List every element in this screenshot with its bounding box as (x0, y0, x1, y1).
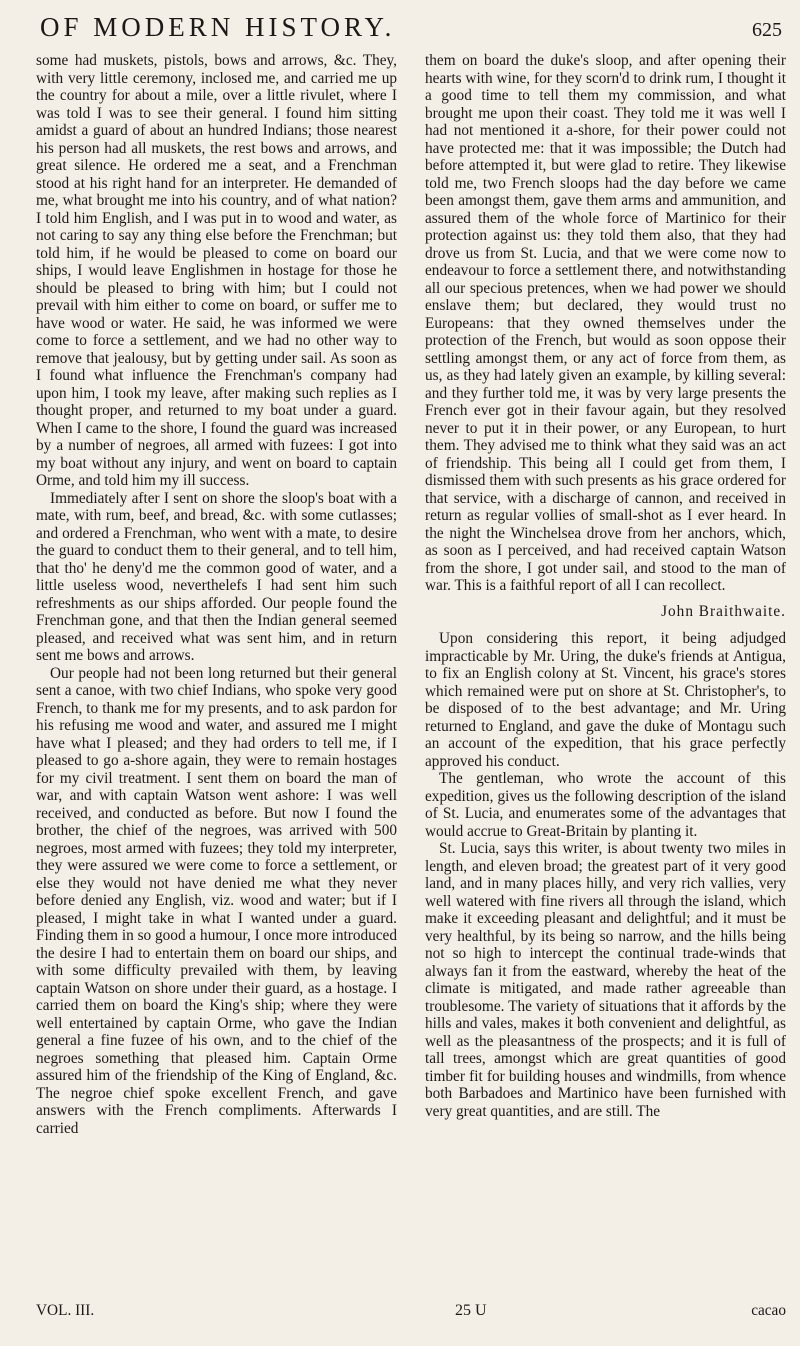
paragraph: Upon considering this report, it being adjudged impracticable by Mr. Uring, the duke's friends at Antigua, to fix an English colony at St. Vincent, his grace's stores which remained were put on shore at St. Christopher's, to be disposed of to the best advantage; and Mr. Uring returned to England, and gave the duke of Montagu such an account of the expedition, that his grace perfectly approved his conduct. (425, 630, 786, 770)
left-column (36, 52, 397, 1137)
signature-mark: 25 U (455, 1302, 487, 1319)
paragraph: them on board the duke's sloop, and after opening their hearts with wine, for they scorn'd to drink rum, I thought it a good time to tell them my commission, and what brought me upon their coast. They told me it was well I had not mentioned it a-shore, for their power could not have protected me: that it was impossible; the Dutch had before attempted it, but were glad to retire. They likewise told me, two French sloops had the day before we came been amongst them, gave them arms and ammunition, and assured them of the whole force of Martinico for their protection against us: they told them also, that they had drove us from St. Lucia, and that we were come now to endeavour to force a settlement there, and notwithstanding all our specious pretences, when we had power we should enslave them; but declared, they would trust no Europeans: that they owned themselves under the protection of the French, but would as soon oppose their settling amongst them, or any act of force from them, as us, as they had lately given an example, by killing several: and they further told me, it was by very large presents the French ever got in their favour again, but they resolved never to put it in their power, or any European, to hurt them. They advised me to think what they said was an act of friendship. This being all I could get from them, I dismissed them with such presents as his grace ordered for that service, with a discharge of cannon, and received in return as regular vollies of small-shot as I ever heard. In the night the Winchelsea drove from her anchors, which, as soon as I perceived, and had received captain Watson from the shore, I got under sail, and stood to the man of war. This is a faithful report of all I can recollect. (425, 52, 786, 594)
right-column (425, 52, 786, 1137)
paragraph: some had muskets, pistols, bows and arrows, &c. They, with very little ceremony, inclosed me, and carried me up the country for about a mile, over a little rivulet, where I was told I was to see their general. I found him sitting amidst a guard of about an hundred Indians; those nearest his person had all muskets, the rest bows and arrows, and great silence. He ordered me a seat, and a Frenchman stood at his right hand for an interpreter. He demanded of me, what brought me into his country, and of what nation? I told him English, and I was put in to wood and water, as not caring to say any thing else before the Frenchman; but told him, if he would be pleased to come on board our ships, I would leave Englishmen in hostage for those he should be pleased to bring with him; but I could not prevail with him either to come on board, or suffer me to have wood or water. He said, he was informed we were come to force a settlement, and we had no other way to remove that jealousy, but by getting under sail. As soon as I found what influence the Frenchman's company had upon him, I took my leave, after making such replies as I thought proper, and returned to my boat under a guard. When I came to the shore, I found the guard was increased by a number of negroes, all armed with fuzees: I got into my boat without any injury, and went on board to captain Orme, and told him my ill success. (36, 52, 397, 489)
paragraph: St. Lucia, says this writer, is about twenty two miles in length, and eleven broad; the greatest part of it very good land, and in many places hilly, and very rich vallies, very well watered with fine rivers all through the island, which make it exceeding pleasant and delightful; and it must be very healthful, by its being so narrow, and the hills being not so high to intercept the continual trade-winds that always fan it from the eastward, whereby the heat of the climate is mitigated, and made rather agreeable than troublesome. The variety of situations that it affords by the hills and vales, makes it both convenient and delightful, as well as the pleasantness of the prospects; and it is full of tall trees, amongst which are great quantities of good timber fit for building houses and windmills, from whence both Barbadoes and Martinico have been furnished with very great quantities, and are still. The (425, 840, 786, 1120)
running-title: OF MODERN HISTORY. (40, 12, 396, 42)
paragraph: The gentleman, who wrote the account of this expedition, gives us the following description of the island of St. Lucia, and enumerates some of the advantages that would accrue to Great-Britain by planting it. (425, 770, 786, 840)
catchword: cacao (751, 1302, 786, 1319)
paragraph: Immediately after I sent on shore the sloop's boat with a mate, with rum, beef, and bread, &c. with some cutlasses; and ordered a Frenchman, who went with a mate, to desire the guard to conduct them to their general, and to tell him, that tho' he deny'd me the common good of water, and a little useless wood, neverthelefs I had sent him such refreshments as our ships afforded. Our people found the Frenchman gone, and that then the Indian general seemed pleased, and received what was sent him, and in return sent me bows and arrows. (36, 489, 397, 664)
signature: John Braithwaite. (661, 602, 786, 620)
volume-label: VOL. III. (36, 1302, 95, 1319)
text-columns (36, 52, 786, 1137)
page-footer (36, 1302, 786, 1320)
running-head (40, 12, 782, 52)
paragraph: Our people had not been long returned but their general sent a canoe, with two chief Indians, who spoke very good French, to thank me for my presents, and to ask pardon for his refusing me wood and water, and assured me I might have what I pleased; and they had orders to tell me, if I pleased to go a-shore again, they were to remain hostages for my civil treatment. I sent them on board the man of war, and with captain Watson went ashore: I was well received, and conducted as before. But now I found the brother, the chief of the negroes, was arrived with 500 negroes, most armed with fuzees; they told my interpreter, they were assured we were come to force a settlement, or else they would not have denied me what they never before denied any English, viz. wood and water; but if I pleased, I might take in what I wanted under a guard. Finding them in so good a humour, I once more introduced the desire I had to entertain them on board our ships, and with some difficulty prevailed with them, by leaving captain Watson on shore under their guard, as a hostage. I carried them on board the King's ship; where they were well entertained by captain Orme, who gave the Indian general a fine fuzee of his own, and to the chief of the negroes something that pleased him. Captain Orme assured him of the friendship of the King of England, &c. The negroe chief spoke excellent French, and gave answers with the French compliments. Afterwards I carried (36, 664, 397, 1137)
page-number: 625 (752, 19, 782, 41)
